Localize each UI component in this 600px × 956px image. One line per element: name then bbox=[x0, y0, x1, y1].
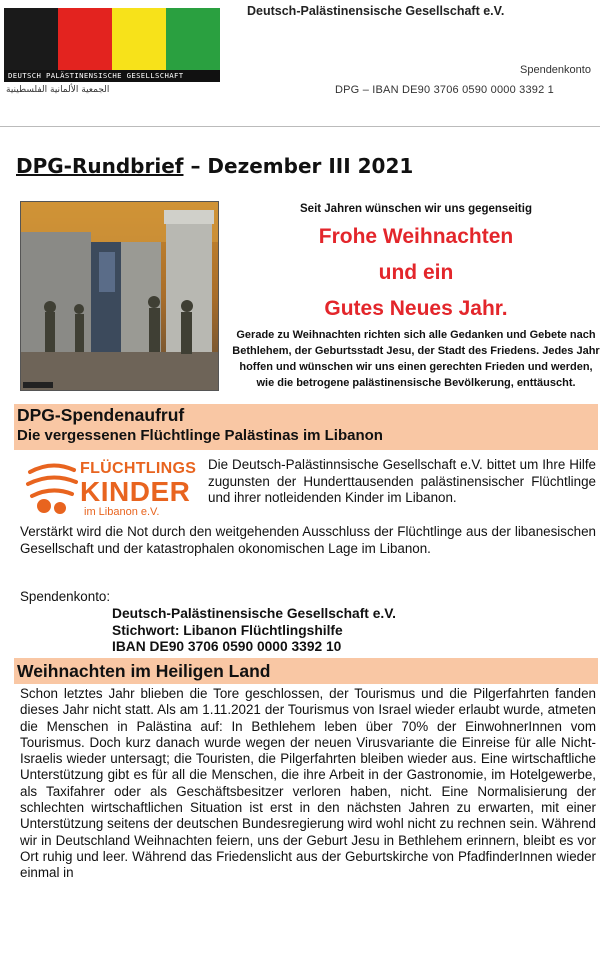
flag-graphic bbox=[4, 8, 220, 70]
spendenaufruf-paragraph-1: Die Deutsch-Palästinnsische Gesellschaft e.V. bittet um Ihre Hilfe zugunsten der Hunderttausenden palästinensischer Flüchtlinge und ihrer notleidenden Kinder im Libanon. bbox=[208, 457, 596, 505]
spendenkonto-label: Spendenkonto bbox=[520, 64, 591, 76]
spendenaufruf-paragraph-2: Verstärkt wird die Not durch den weitgehenden Ausschluss der Flüchtlinge aus der libanesischen Gesellschaft und der katastrophalen okonomischen Lage im Libanon. bbox=[20, 524, 596, 556]
fluechtlingskinder-logo bbox=[24, 456, 197, 522]
logo-line-libanon: im Libanon e.V. bbox=[84, 506, 160, 518]
spendenkonto-caption: Spendenkonto: bbox=[20, 589, 111, 604]
weihnachten-heading bbox=[14, 658, 598, 684]
fluechtlingskinder-emblem-icon bbox=[24, 458, 80, 520]
header-divider bbox=[0, 126, 600, 127]
greeting-body: Gerade zu Weihnachten richten sich alle Gedanken und Gebete nach Bethlehem, der Geburtsstadt Jesu, der Stadt des Friedens. Jedes Jahr hoffen und wünschen wir uns einen gerechten Frieden und werden, wie die betrogene palästinensische Bevölkerung, enttäuscht. bbox=[232, 329, 600, 389]
greeting-line-1: Frohe Weihnachten bbox=[318, 225, 514, 248]
title-rest: – Dezember III 2021 bbox=[183, 154, 414, 178]
spendenaufruf-heading bbox=[14, 404, 598, 450]
header-iban: DPG – IBAN DE90 3706 0590 0000 3392 1 bbox=[335, 84, 554, 96]
title-underlined: DPG-Rundbrief bbox=[16, 154, 184, 178]
painting-svg bbox=[21, 202, 219, 391]
greeting-intro: Seit Jahren wünschen wir uns gegenseitig bbox=[300, 203, 532, 215]
logo-arabic-text: الجمعية الألمانية الفلسطينية bbox=[6, 85, 110, 95]
weihnachten-body: Schon letztes Jahr blieben die Tore geschlossen, der Tourismus und die Pilgerfahrten fanden dieses Jahr nicht statt. Als am 1.11.2021 der Tourismus von Israel wieder erlaubt wurde, atmeten die Menschen in Palästina auf: In Bethlehem leben über 70% der EinwohnerInnen vom Tourismus. Doch kurz danach wurde wegen der neuen Virusvariante die Einreise für alle Nicht-Israelis wieder untersagt; die Touristen, die Pilgerfahrten bleiben wieder aus. Eine wirtschaftliche Unterstützung gibt es für all die Menschen, die ihre Arbeit in der Gastronomie, im Hotelgewerbe, als Taxifahrer oder als Geschäftsbesitzer verloren haben, nicht. Eine Normalisierung der schlechten wirtschaftlichen Situation ist erst in den nächsten Jahren zu erwarten, mit einer Unterstützung seitens der deutschen Bundesregierung wird wohl nicht zu rechnen sein. Während wir in Deutschland Weihnachten feiern, uns der Geburt Jesu in Bethlehem erinnern, bleibt es vor Ort ruhig und leer. Während das Friedenslicht aus der Geburtskirche von PfadfinderInnen wieder einmal in bbox=[20, 686, 596, 881]
letterhead bbox=[0, 0, 600, 128]
logo-text: DEUTSCH PALÄSTINENSISCHE GESELLSCHAFT bbox=[4, 70, 220, 82]
spendenaufruf-subtitle: Die vergessenen Flüchtlinge Palästinas im Libanon bbox=[17, 427, 383, 444]
org-name: Deutsch-Palästinensische Gesellschaft e.V. bbox=[247, 4, 505, 18]
painting-illustration bbox=[20, 201, 219, 391]
weihnachten-title: Weihnachten im Heiligen Land bbox=[17, 661, 271, 681]
konto-iban: IBAN DE90 3706 0590 0000 3392 10 bbox=[112, 639, 342, 654]
page-title bbox=[16, 154, 413, 178]
logo-line-kinder: KINDER bbox=[80, 476, 191, 507]
konto-stichwort: Stichwort: Libanon Flüchtlingshilfe bbox=[112, 622, 343, 638]
greeting-line-2: und ein bbox=[378, 261, 454, 284]
logo-line-fluechtlings: FLÜCHTLINGS bbox=[80, 460, 197, 477]
spendenkonto-details bbox=[112, 606, 396, 656]
christmas-greeting bbox=[232, 200, 600, 391]
dpg-logo bbox=[4, 8, 220, 82]
greeting-line-3: Gutes Neues Jahr. bbox=[324, 297, 508, 320]
spendenaufruf-title: DPG-Spendenaufruf bbox=[17, 405, 185, 425]
konto-name: Deutsch-Palästinensische Gesellschaft e.V. bbox=[112, 606, 396, 621]
